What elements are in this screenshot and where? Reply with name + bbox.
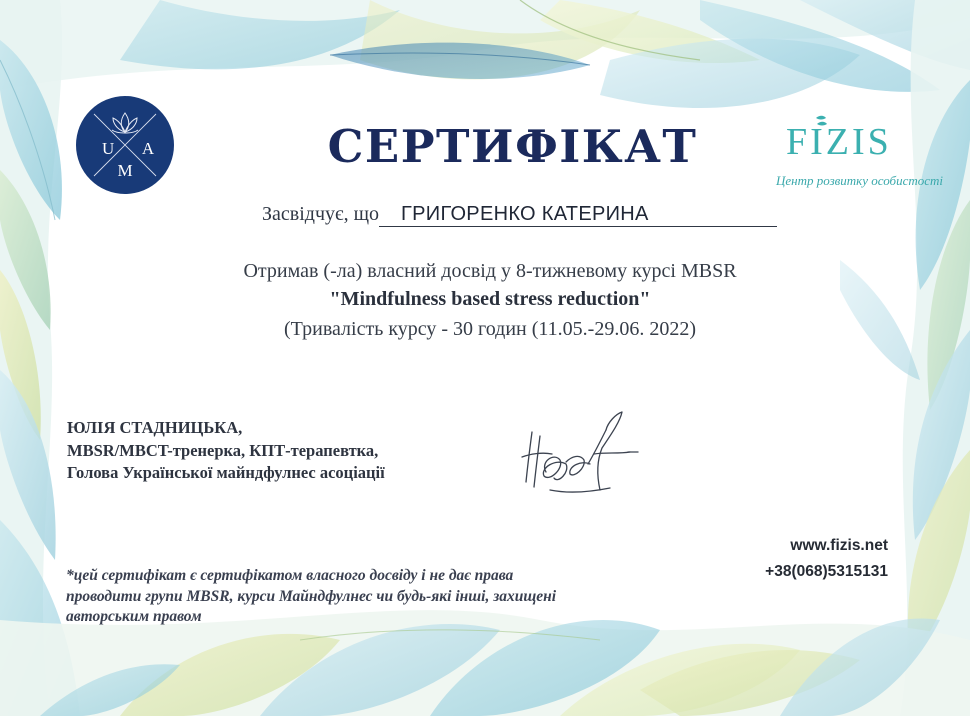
certify-prefix: Засвідчує, що [262,203,379,225]
logo-letter-m: M [117,161,133,180]
footnote-line-1: *цей сертифікат є сертифікатом власного досвіду і не дає права [66,567,514,584]
signatory-position: Голова Української майндфулнес асоціації [67,463,385,482]
course-duration: (Тривалість курсу - 30 годин (11.05.-29.06. 2022) [284,318,696,340]
logo-letter-u: U [102,139,115,158]
contacts-block [720,533,888,585]
fizis-logo [786,114,912,162]
certify-line [262,203,777,227]
certificate-title: СЕРТИФІКАТ [327,120,698,173]
recipient-name: ГРИГОРЕНКО КАТЕРИНА [379,203,777,227]
disclaimer-footnote [66,566,556,628]
footnote-line-3: авторським правом [66,608,202,625]
phone-number: +38(068)5315131 [765,563,888,580]
course-title: "Mindfulness based stress reduction" [329,288,651,310]
signatory-block [67,417,385,485]
signatory-role: MBSR/MBCT-тренерка, КПТ-терапевтка, [67,440,379,460]
course-line-1: Отримав (-ла) власний досвід у 8-тижневому курсі MBSR [243,260,737,282]
fizis-wordmark: FIZIS [786,121,892,162]
website-link[interactable]: www.fizis.net [790,537,888,554]
signatory-name: ЮЛІЯ СТАДНИЦЬКА, [67,418,243,437]
handwritten-signature [510,402,650,502]
fizis-tagline: Центр розвитку особистості [776,173,944,188]
logo-letter-a: A [141,139,155,158]
footnote-line-2: проводити групи MBSR, курси Майндфулнес чи будь-які інші, захищені [66,587,557,605]
